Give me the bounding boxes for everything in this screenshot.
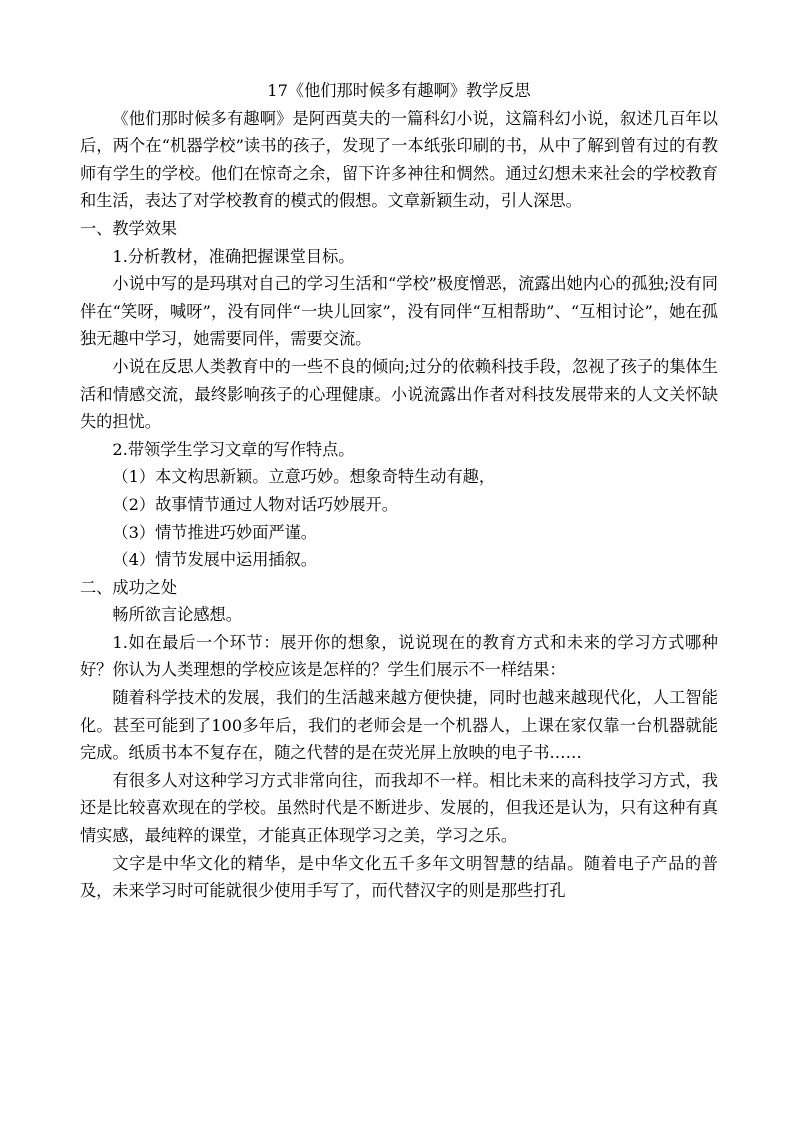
section-heading: 二、成功之处 [80,577,178,597]
paragraph: 1.分析教材，准确把握课堂目标。 [112,246,355,266]
section-heading: 一、教学效果 [80,218,178,238]
paragraph: （1）本文构思新颖。立意巧妙。想象奇特生动有趣， [112,467,496,487]
paragraph: （4）情节发展中运用插叙。 [112,550,317,570]
paragraph: 畅所欲言论感想。 [112,605,242,625]
paragraph: 《他们那时候多有趣啊》是阿西莫夫的一篇科幻小说，这篇科幻小说，叙述几百年以后，两个在“机器学校”读书的孩子，发现了一本纸张印刷的书，从中了解到曾有过的有教师有学生的学校。他们在惊奇之余，留下许多神往和惆然。通过幻想未来社会的学校教育和生活，表达了对学校教育的模式的假想。文章新颖生动，引人深思。 [80,108,718,211]
paragraph: 2.带领学生学习文章的写作特点。 [112,439,355,459]
document-page [80,77,718,905]
document-body [80,105,718,905]
paragraph: 随着科学技术的发展，我们的生活越来越方便快捷，同时也越来越现代化，人工智能化。甚至可能到了100多年后，我们的老师会是一个机器人，上课在家仅靠一台机器就能完成。纸质书本不复存在，随之代替的是在荧光屏上放映的电子书…… [80,688,718,763]
paragraph: （2）故事情节通过人物对话巧妙展开。 [112,494,398,514]
paragraph: 有很多人对这种学习方式非常向往，而我却不一样。相比未来的高科技学习方式，我还是比较喜欢现在的学校。虽然时代是不断进步、发展的，但我还是认为，只有这种有真情实感，最纯粹的课堂，才能真正体现学习之美，学习之乐。 [80,770,718,846]
page-title: 17《他们那时候多有趣啊》教学反思 [267,81,531,100]
paragraph: 小说中写的是玛琪对自己的学习生活和“学校”极度憎恶，流露出她内心的孤独;没有同伴在“笑呀，喊呀”，没有同伴“一块儿回家”，没有同伴“互相帮助”、“互相讨论”，她在孤独无趣中学习，她需要同伴，需要交流。 [80,274,718,349]
paragraph: 1.如在最后一个环节：展开你的想象，说说现在的教育方式和未来的学习方式哪种好？你认为人类理想的学校应该是怎样的？学生们展示不一样结果： [80,632,718,680]
paragraph: 文字是中华文化的精华，是中华文化五千多年文明智慧的结晶。随着电子产品的普及，未来学习时可能就很少使用手写了，而代替汉字的则是那些打孔 [80,853,718,901]
paragraph: （3）情节推进巧妙面严谨。 [112,522,317,542]
paragraph: 小说在反思人类教育中的一些不良的倾向;过分的依赖科技手段，忽视了孩子的集体生活和情感交流，最终影响孩子的心理健康。小说流露出作者对科技发展带来的人文关怀缺失的担忧。 [80,356,718,432]
